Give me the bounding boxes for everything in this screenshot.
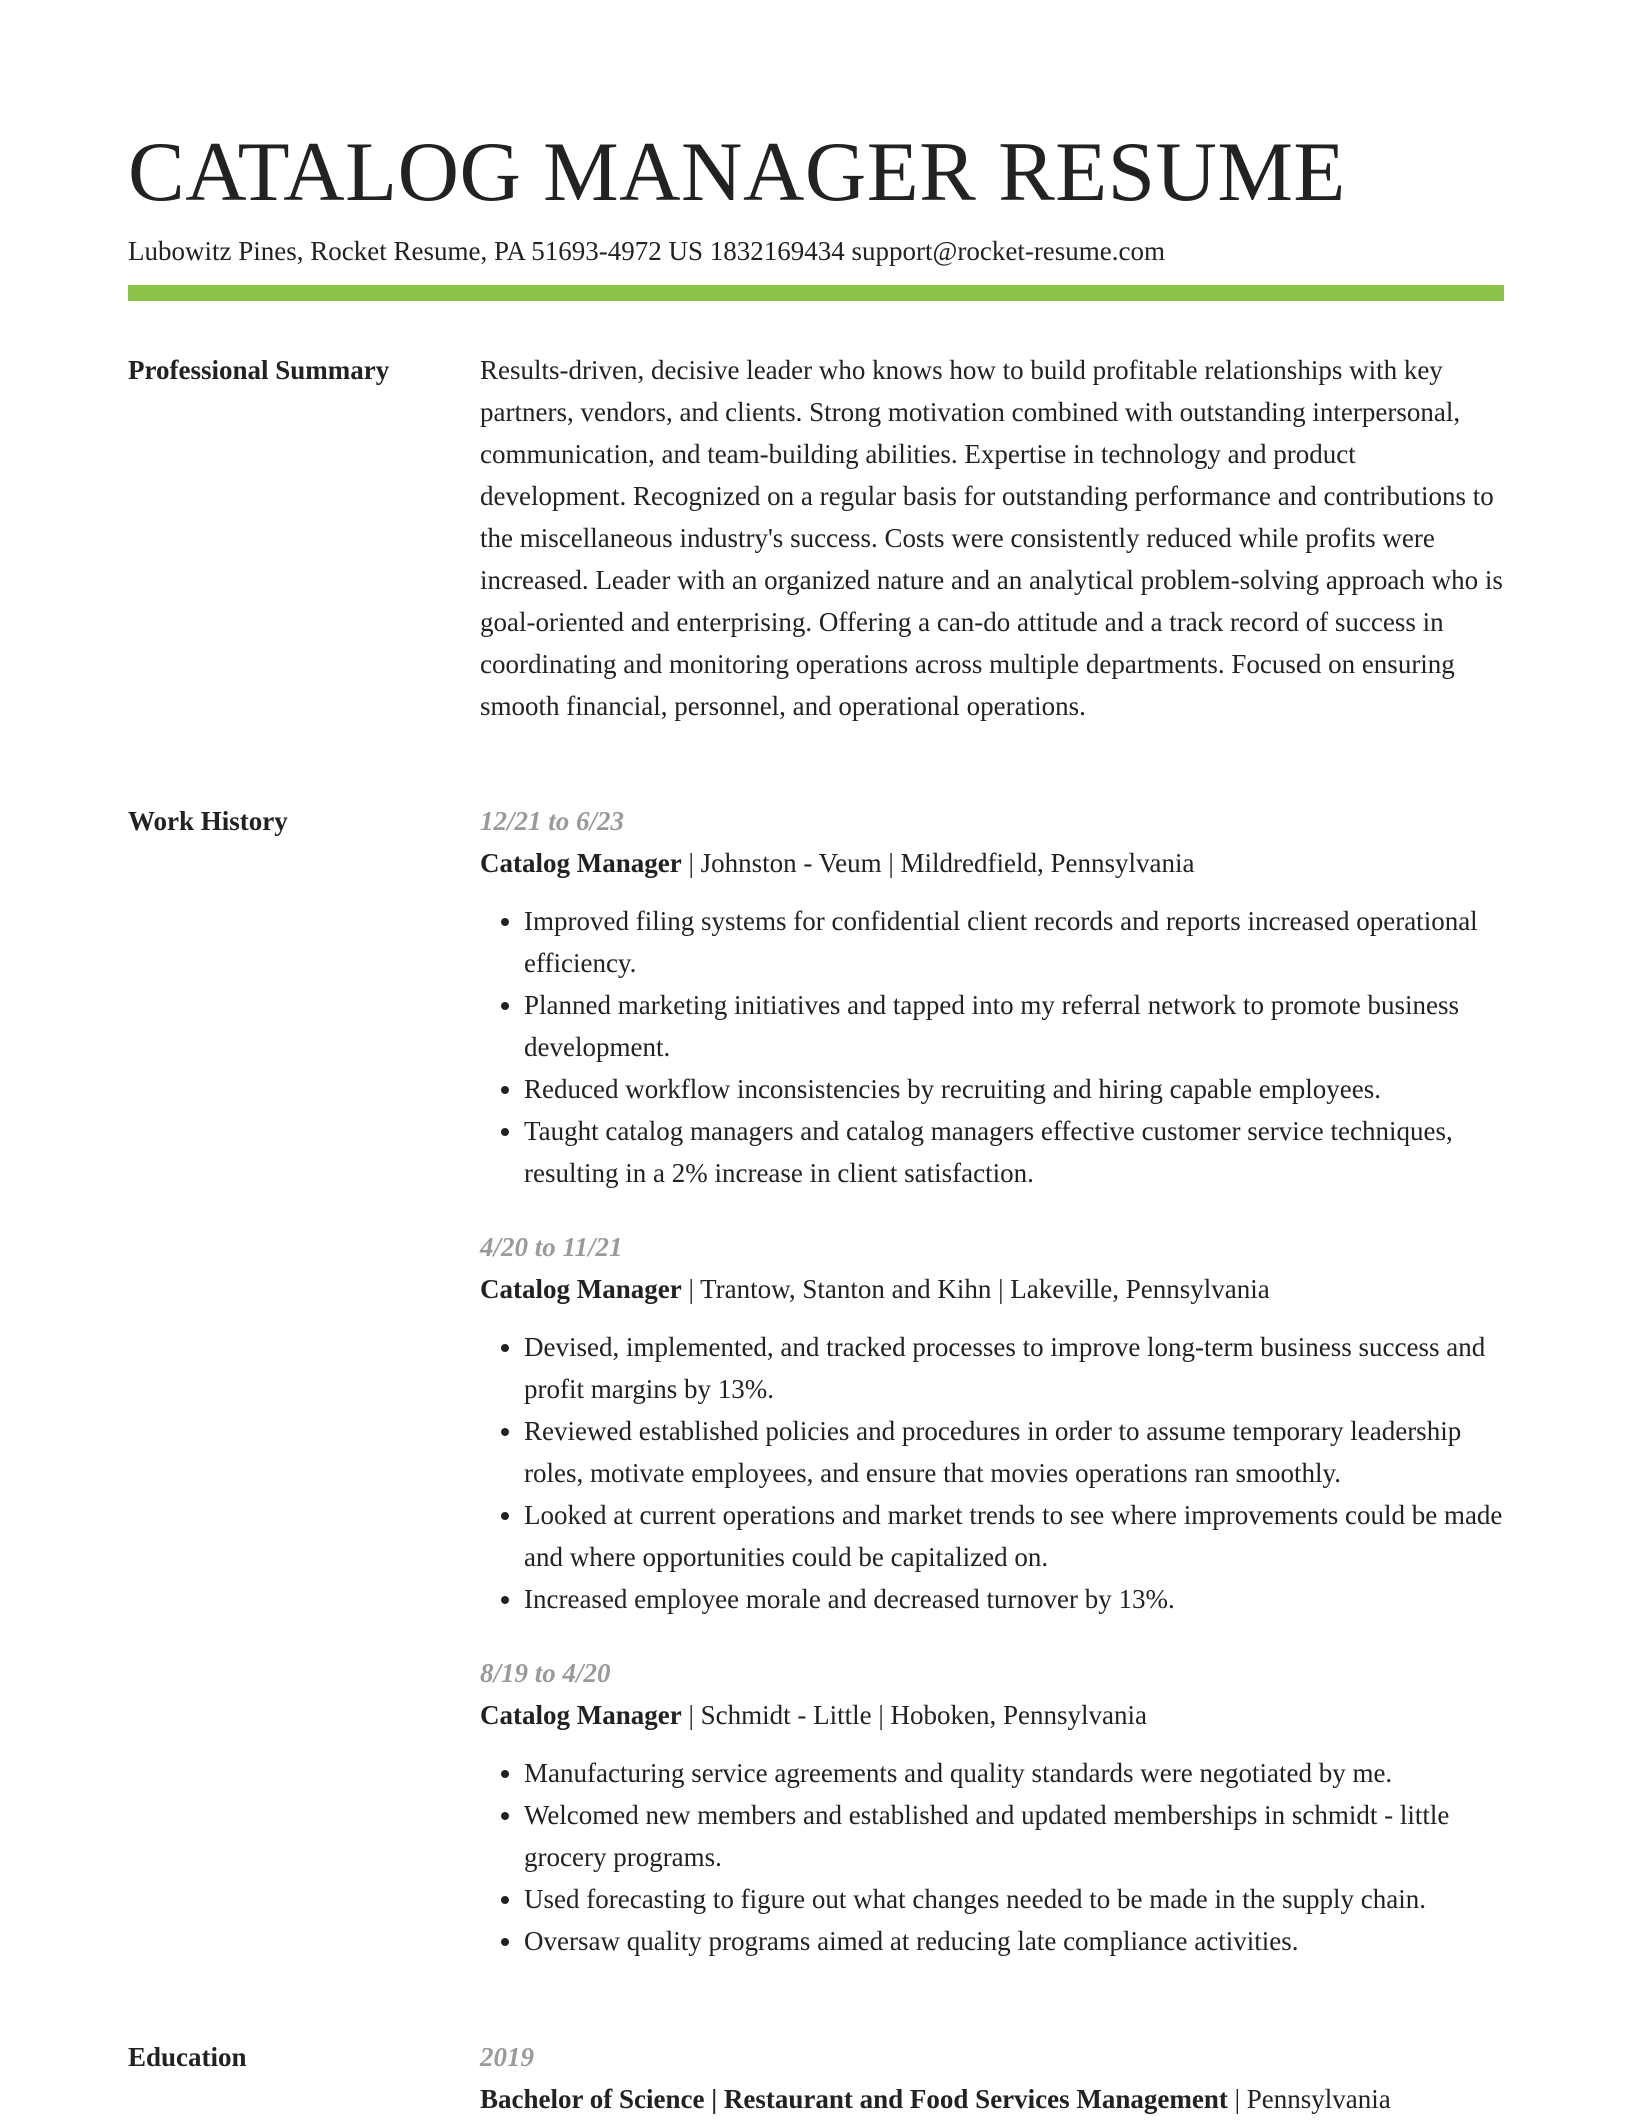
resume-header <box>128 122 1504 268</box>
education-location: | Pennsylvania <box>1227 2084 1391 2114</box>
job-title: Catalog Manager <box>480 848 682 878</box>
job-title: Catalog Manager <box>480 1274 682 1304</box>
job-bullet: • Planned marketing initiatives and tapped into my referral network to promote business development. <box>524 984 1504 1068</box>
job-bullets <box>480 1752 1504 1962</box>
work-history-content <box>480 800 1504 1994</box>
job-dates: 8/19 to 4/20 <box>480 1658 611 1688</box>
summary-content <box>480 349 1504 727</box>
job-bullet: • Improved filing systems for confidential client records and reports increased operational efficiency. <box>524 900 1504 984</box>
header-divider <box>128 285 1504 301</box>
job-heading <box>480 1268 1504 1310</box>
job-bullet: • Increased employee morale and decreased turnover by 13%. <box>524 1578 1504 1620</box>
job-dates: 4/20 to 11/21 <box>480 1232 623 1262</box>
page-title: CATALOG MANAGER RESUME <box>128 125 1346 219</box>
job-title: Catalog Manager <box>480 1700 682 1730</box>
job-details: | Johnston - Veum | Mildredfield, Pennsylvania <box>681 848 1195 878</box>
job-heading <box>480 1694 1504 1736</box>
education-heading <box>480 2078 1504 2120</box>
job-bullet: • Devised, implemented, and tracked processes to improve long-term business success and profit margins by 13%. <box>524 1326 1504 1410</box>
job-entry <box>480 1652 1504 1962</box>
job-bullet: • Reviewed established policies and procedures in order to assume temporary leadership roles, motivate employees, and ensure that movies operations ran smoothly. <box>524 1410 1504 1494</box>
education-degree: Bachelor of Science | Restaurant and Food Services Management <box>480 2084 1228 2114</box>
job-bullets <box>480 1326 1504 1620</box>
job-details: | Trantow, Stanton and Kihn | Lakeville, Pennsylvania <box>681 1274 1270 1304</box>
contact-info: Lubowitz Pines, Rocket Resume, PA 51693-4972 US 1832169434 support@rocket-resume.com <box>128 236 1166 266</box>
education-label: Education <box>128 2042 247 2072</box>
summary-label: Professional Summary <box>128 355 390 385</box>
job-bullet: • Welcomed new members and established and updated memberships in schmidt - little grocery programs. <box>524 1794 1504 1878</box>
job-bullet: • Looked at current operations and market trends to see where improvements could be made and where opportunities could be capitalized on. <box>524 1494 1504 1578</box>
work-history-label: Work History <box>128 806 288 836</box>
job-heading <box>480 842 1504 884</box>
job-bullet: • Used forecasting to figure out what changes needed to be made in the supply chain. <box>524 1878 1504 1920</box>
education-content <box>480 2036 1504 2120</box>
job-bullet: • Taught catalog managers and catalog managers effective customer service techniques, resulting in a 2% increase in client satisfaction. <box>524 1110 1504 1194</box>
job-bullet: • Manufacturing service agreements and quality standards were negotiated by me. <box>524 1752 1504 1794</box>
job-dates: 12/21 to 6/23 <box>480 806 625 836</box>
summary-text: Results-driven, decisive leader who knows how to build profitable relationships with key partners, vendors, and clients. Strong motivation combined with outstanding interpersonal, communication, and team-building abilities. Expertise in technology and product development. Recognized on a regular basis for outstanding performance and contributions to the miscellaneous industry's success. Costs were consistently reduced while profits were increased. Leader with an organized nature and an analytical problem-solving approach who is goal-oriented and enterprising. Offering a can-do attitude and a track record of success in coordinating and monitoring operations across multiple departments. Focused on ensuring smooth financial, personnel, and operational operations. <box>480 355 1503 721</box>
job-entry <box>480 800 1504 1194</box>
education-year: 2019 <box>480 2042 534 2072</box>
job-bullet: • Reduced workflow inconsistencies by recruiting and hiring capable employees. <box>524 1068 1504 1110</box>
job-entry <box>480 1226 1504 1620</box>
job-bullets <box>480 900 1504 1194</box>
job-details: | Schmidt - Little | Hoboken, Pennsylvania <box>681 1700 1147 1730</box>
job-bullet: • Oversaw quality programs aimed at reducing late compliance activities. <box>524 1920 1504 1962</box>
